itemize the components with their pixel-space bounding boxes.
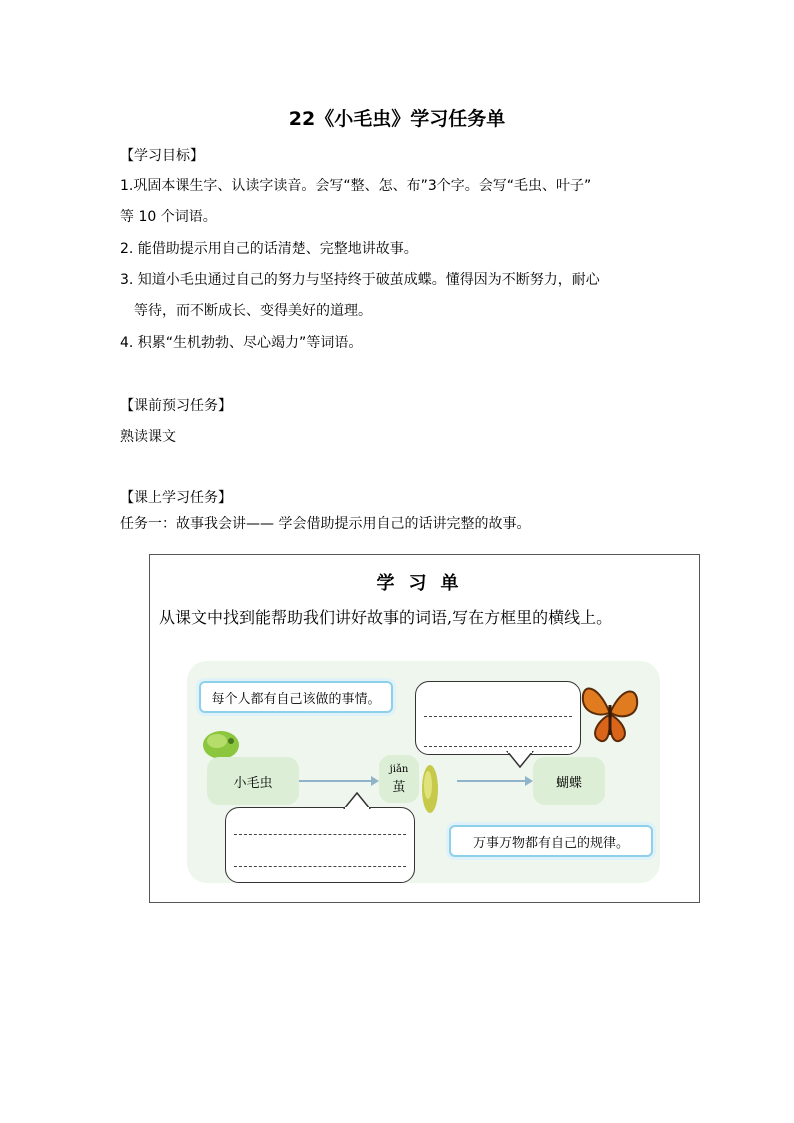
- node-butterfly: 蝴蝶: [533, 757, 605, 805]
- worksheet: [149, 554, 700, 903]
- answer-box-top[interactable]: [415, 681, 581, 755]
- worksheet-instruction: 从课文中找到能帮助我们讲好故事的词语,写在方框里的横线上。: [159, 608, 613, 627]
- callout-bottom: 万事万物都有自己的规律。: [449, 825, 653, 857]
- goal-4: 4. 积累“生机勃勃、尽心竭力”等词语。: [120, 335, 363, 351]
- arrow-right-icon: [299, 775, 379, 787]
- goal-1-line-2: 等 10 个词语。: [120, 209, 217, 225]
- task-1: 任务一：故事我会讲—— 学会借助提示用自己的话讲完整的故事。: [120, 516, 531, 532]
- answer-line: [234, 834, 406, 835]
- goal-3-line-2: 等待，而不断成长、变得美好的道理。: [134, 303, 372, 319]
- speech-tail-icon: [342, 791, 372, 809]
- preview-text: 熟读课文: [120, 429, 176, 445]
- arrow-right-icon: [457, 775, 533, 787]
- worksheet-title: 学习单: [376, 573, 473, 594]
- goal-1-line-1: 1.巩固本课生字、认读字读音。会写“整、怎、布”3个字。会写“毛虫、叶子”: [120, 178, 592, 194]
- goals-heading: 【学习目标】: [120, 148, 204, 164]
- butterfly-icon: [579, 677, 641, 747]
- cocoon-pinyin: jiǎn: [389, 763, 409, 775]
- node-caterpillar: 小毛虫: [207, 757, 299, 805]
- page-title: 22《小毛虫》学习任务单: [288, 108, 506, 130]
- goal-3-line-1: 3. 知道小毛虫通过自己的努力与坚持终于破茧成蝶。懂得因为不断努力，耐心: [120, 272, 600, 288]
- class-task-heading: 【课上学习任务】: [120, 490, 232, 506]
- preview-heading: 【课前预习任务】: [120, 398, 232, 414]
- speech-tail-icon: [505, 751, 535, 769]
- cocoon-label: 茧: [392, 779, 406, 795]
- cocoon-icon: [419, 759, 441, 815]
- node-cocoon: [379, 755, 419, 803]
- answer-line: [234, 866, 406, 867]
- answer-line: [424, 716, 572, 717]
- answer-box-bottom[interactable]: [225, 807, 415, 883]
- answer-line: [424, 746, 572, 747]
- goal-2: 2. 能借助提示用自己的话清楚、完整地讲故事。: [120, 241, 418, 257]
- callout-top: 每个人都有自己该做的事情。: [199, 681, 393, 713]
